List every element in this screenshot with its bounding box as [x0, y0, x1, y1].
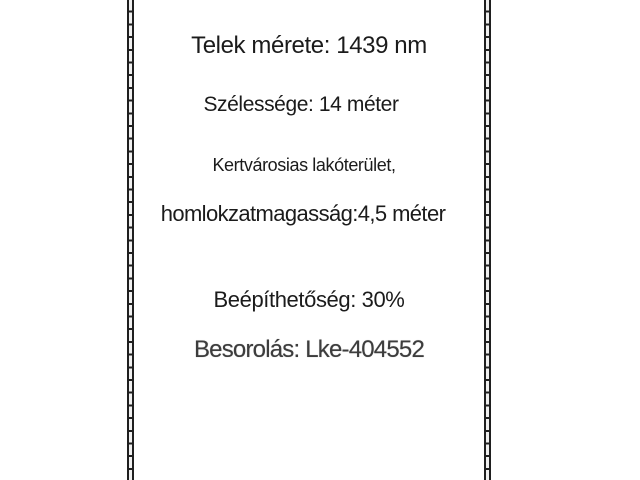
- zoning-text: Kertvárosias lakóterület,: [212, 155, 396, 175]
- plot-size-text: Telek mérete: 1439 nm: [191, 32, 427, 59]
- plot-width-text: Szélessége: 14 méter: [203, 93, 399, 116]
- coverage-text: Beépíthetőség: 30%: [213, 287, 405, 312]
- left-boundary-line: [127, 0, 134, 480]
- classification-text: Besorolás: Lke-404552: [193, 336, 425, 363]
- right-boundary-line: [484, 0, 491, 480]
- facade-height-text: homlokzatmagasság:4,5 méter: [160, 201, 446, 226]
